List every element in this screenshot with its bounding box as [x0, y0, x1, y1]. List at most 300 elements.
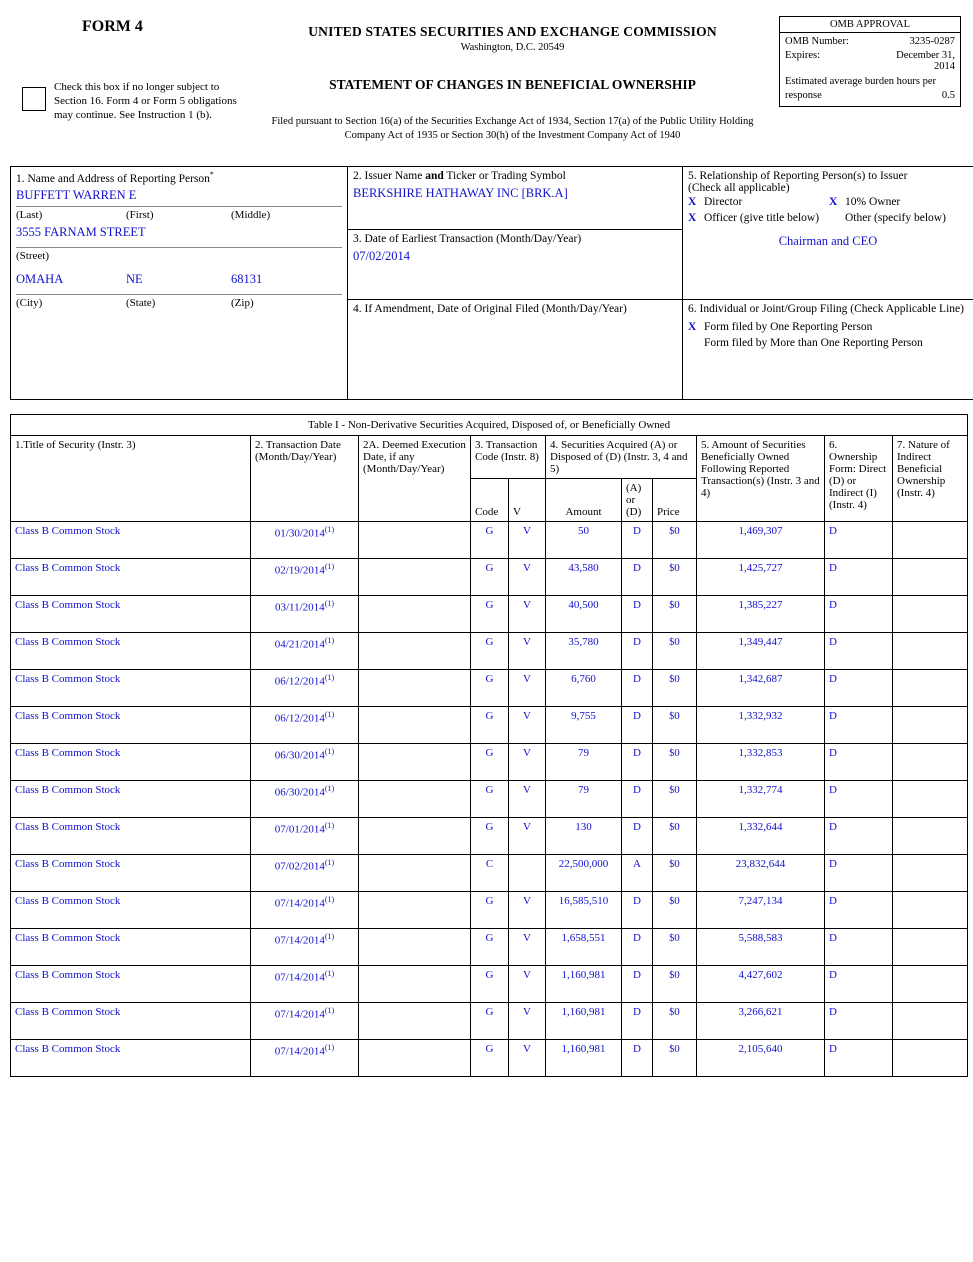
cell-security-title-value: Class B Common Stock	[15, 747, 121, 759]
reporting-person-state: NE	[126, 271, 143, 286]
cell-v-flag	[509, 855, 546, 892]
box4-amendment-date	[348, 300, 683, 400]
cell-transaction-code	[471, 633, 509, 670]
cell-ownership-form	[825, 707, 893, 744]
omb-expires-value: December 31, 2014	[896, 50, 955, 72]
cell-nature-indirect	[893, 596, 968, 633]
cell-acquired-disposed-value: D	[633, 710, 641, 722]
cell-v-flag	[509, 892, 546, 929]
cell-acquired-disposed	[622, 781, 653, 818]
cell-v-flag	[509, 522, 546, 559]
footnote-marker[interactable]: (1)	[324, 895, 335, 904]
section16-checkbox[interactable]	[22, 87, 46, 111]
cell-amount-value: 1,160,981	[561, 1006, 606, 1018]
cell-security-title-value: Class B Common Stock	[15, 858, 121, 870]
dollar-sign: $	[669, 748, 675, 759]
cell-amount-value: 16,585,510	[558, 895, 609, 907]
filing-type-options	[688, 319, 968, 351]
cell-v-flag-value: V	[523, 636, 531, 648]
cell-acquired-disposed	[622, 522, 653, 559]
cell-amount-value: 79	[578, 784, 589, 796]
form-header	[10, 6, 963, 166]
label-last: (Last)	[16, 208, 43, 221]
cell-acquired-disposed-value: D	[633, 562, 641, 574]
cell-security-title	[11, 670, 251, 707]
cell-transaction-code-value: G	[485, 821, 494, 833]
table-row	[11, 670, 968, 707]
cell-nature-indirect	[893, 966, 968, 1003]
cell-transaction-code	[471, 966, 509, 1003]
cell-ownership-form	[825, 744, 893, 781]
cell-ownership-form	[825, 1003, 893, 1040]
table-row	[11, 707, 968, 744]
footnote-marker[interactable]: (1)	[324, 636, 335, 645]
cell-acquired-disposed-value: D	[633, 895, 641, 907]
box3-heading: 3. Date of Earliest Transaction (Month/Day/Year)	[353, 233, 582, 245]
cell-transaction-date	[251, 522, 359, 559]
cell-transaction-code-value: G	[485, 562, 494, 574]
cell-price-value: 0	[674, 636, 680, 648]
cell-transaction-date	[251, 892, 359, 929]
cell-ownership-form-value: D	[829, 1043, 837, 1055]
omb-number-row	[785, 36, 955, 47]
cell-price	[653, 966, 697, 1003]
cell-transaction-date-value: 07/14/2014	[274, 1045, 325, 1058]
cell-security-title-value: Class B Common Stock	[15, 895, 121, 907]
cell-acquired-disposed	[622, 744, 653, 781]
cell-transaction-date	[251, 1040, 359, 1077]
cell-price-value: 0	[674, 1006, 680, 1018]
cell-amount-owned	[697, 670, 825, 707]
cell-v-flag-value: V	[523, 710, 531, 722]
omb-approval-box	[779, 16, 961, 107]
dollar-sign: $	[669, 970, 675, 981]
table1-body	[11, 522, 968, 1077]
box5-relationship	[683, 167, 973, 300]
cell-v-flag	[509, 818, 546, 855]
omb-burden-block	[785, 75, 955, 102]
cell-transaction-code-value: G	[485, 710, 494, 722]
cell-ownership-form-value: D	[829, 969, 837, 981]
cell-deemed-date	[359, 855, 471, 892]
street-label-row	[16, 250, 342, 262]
col-subheader-price: Price	[653, 479, 697, 522]
cell-acquired-disposed	[622, 596, 653, 633]
label-street: (Street)	[16, 249, 49, 262]
omb-expires-row	[785, 50, 955, 72]
cell-amount-value: 22,500,000	[558, 858, 609, 870]
footnote-marker[interactable]: (1)	[324, 858, 335, 867]
cell-transaction-date	[251, 596, 359, 633]
cell-security-title-value: Class B Common Stock	[15, 1043, 121, 1055]
label-middle: (Middle)	[231, 208, 271, 221]
omb-burden-value: 0.5	[941, 89, 955, 101]
cell-transaction-date	[251, 744, 359, 781]
cell-transaction-code-value: G	[485, 784, 494, 796]
box1-name-address	[11, 167, 348, 400]
cell-v-flag	[509, 670, 546, 707]
cell-price-value: 0	[674, 710, 680, 722]
cell-deemed-date	[359, 929, 471, 966]
cell-transaction-date-value: 06/30/2014	[274, 786, 325, 799]
cell-price-value: 0	[674, 858, 680, 870]
cell-price	[653, 744, 697, 781]
cell-v-flag	[509, 596, 546, 633]
table-row	[11, 892, 968, 929]
cell-ownership-form	[825, 818, 893, 855]
footnote-marker[interactable]: (1)	[324, 710, 335, 719]
cell-transaction-code-value: G	[485, 636, 494, 648]
cell-amount-owned-value: 5,588,583	[738, 932, 783, 944]
section16-checkbox-label: Check this box if no longer subject to Section 16. Form 4 or Form 5 obligations may continue. See Instruction 1 (b).	[54, 81, 237, 121]
label-first: (First)	[126, 208, 154, 221]
cell-transaction-code-value: G	[485, 747, 494, 759]
footnote-marker[interactable]: (1)	[324, 969, 335, 978]
agency-name: UNITED STATES SECURITIES AND EXCHANGE COMMISSION	[308, 24, 717, 39]
footnote-marker[interactable]: (1)	[324, 599, 335, 608]
col-header-nature-indirect-ownership: 7. Nature of Indirect Beneficial Ownership (Instr. 4)	[893, 436, 968, 522]
col-header-deemed-execution-date: 2A. Deemed Execution Date, if any (Month/Day/Year)	[359, 436, 471, 522]
dollar-sign: $	[669, 637, 675, 648]
footnote-marker[interactable]: (1)	[324, 932, 335, 941]
cell-amount-owned-value: 1,425,727	[738, 562, 783, 574]
cell-security-title	[11, 966, 251, 1003]
cell-security-title-value: Class B Common Stock	[15, 562, 121, 574]
cell-amount-owned	[697, 596, 825, 633]
cell-ownership-form-value: D	[829, 858, 837, 870]
cell-amount-owned-value: 23,832,644	[735, 858, 786, 870]
cell-acquired-disposed-value: D	[633, 636, 641, 648]
cell-transaction-date	[251, 781, 359, 818]
cell-v-flag	[509, 633, 546, 670]
cell-transaction-date	[251, 1003, 359, 1040]
officer-title-value: Chairman and CEO	[778, 234, 878, 248]
reporting-person-zip: 68131	[231, 271, 263, 286]
cell-ownership-form-value: D	[829, 599, 837, 611]
cell-amount-owned-value: 4,427,602	[738, 969, 783, 981]
cell-transaction-code	[471, 744, 509, 781]
dollar-sign: $	[669, 563, 675, 574]
cell-security-title	[11, 1040, 251, 1077]
cell-amount-value: 6,760	[571, 673, 596, 685]
cell-transaction-code	[471, 522, 509, 559]
cell-ownership-form-value: D	[829, 525, 837, 537]
footnote-marker[interactable]: (1)	[324, 784, 335, 793]
cell-ownership-form	[825, 559, 893, 596]
cell-transaction-code-value: G	[485, 1043, 494, 1055]
dollar-sign: $	[669, 526, 675, 537]
cell-acquired-disposed	[622, 929, 653, 966]
dollar-sign: $	[669, 674, 675, 685]
cell-amount-owned	[697, 966, 825, 1003]
cell-price-value: 0	[674, 747, 680, 759]
cell-nature-indirect	[893, 781, 968, 818]
one-reporting-person-checkmark[interactable]: X	[688, 321, 697, 333]
box1-heading-text: 1. Name and Address of Reporting Person	[16, 172, 210, 185]
filing-type-row	[688, 319, 968, 335]
director-checkmark[interactable]: X	[688, 196, 697, 208]
cell-transaction-code-value: G	[485, 1006, 494, 1018]
cell-acquired-disposed	[622, 855, 653, 892]
footnote-marker[interactable]: (1)	[324, 1043, 335, 1052]
cell-security-title	[11, 596, 251, 633]
cell-acquired-disposed-value: D	[633, 821, 641, 833]
section16-checkbox-note	[22, 81, 237, 122]
footnote-marker[interactable]: (1)	[324, 747, 335, 756]
cell-deemed-date	[359, 522, 471, 559]
cell-acquired-disposed-value: D	[633, 1043, 641, 1055]
table-row	[11, 633, 968, 670]
cell-amount-owned-value: 1,342,687	[738, 673, 783, 685]
relationship-row	[688, 210, 968, 226]
cell-acquired-disposed	[622, 670, 653, 707]
cell-deemed-date	[359, 1003, 471, 1040]
cell-acquired-disposed-value: D	[633, 747, 641, 759]
cell-ownership-form	[825, 1040, 893, 1077]
cell-amount-owned-value: 1,469,307	[738, 525, 783, 537]
cell-amount-owned-value: 2,105,640	[738, 1043, 783, 1055]
cell-ownership-form-value: D	[829, 636, 837, 648]
box6-filing-type	[683, 300, 973, 400]
cell-price-value: 0	[674, 784, 680, 796]
document-title: STATEMENT OF CHANGES IN BENEFICIAL OWNERSHIP	[329, 77, 696, 92]
omb-number-value: 3235-0287	[909, 36, 955, 47]
relationship-options	[688, 194, 968, 226]
cell-v-flag	[509, 966, 546, 1003]
cell-amount-owned	[697, 559, 825, 596]
cell-amount	[546, 1003, 622, 1040]
cell-acquired-disposed	[622, 818, 653, 855]
dollar-sign: $	[669, 933, 675, 944]
cell-acquired-disposed	[622, 892, 653, 929]
cell-amount-owned-value: 7,247,134	[738, 895, 783, 907]
footnote-marker[interactable]: (1)	[324, 1006, 335, 1015]
cell-security-title-value: Class B Common Stock	[15, 710, 121, 722]
cell-amount-owned	[697, 744, 825, 781]
cell-amount-value: 50	[578, 525, 589, 537]
cell-ownership-form	[825, 596, 893, 633]
cell-transaction-date	[251, 855, 359, 892]
cell-transaction-code-value: G	[485, 932, 494, 944]
cell-ownership-form-value: D	[829, 932, 837, 944]
label-zip: (Zip)	[231, 296, 254, 309]
agency-heading	[240, 24, 785, 143]
cell-price	[653, 596, 697, 633]
filed-pursuant-text: Filed pursuant to Section 16(a) of the Securities Exchange Act of 1934, Section 17(a) of the Public Utility Holding Company Act of 1935 or Section 30(h) of the Investment Company Act of 1940	[271, 116, 754, 142]
cell-deemed-date	[359, 670, 471, 707]
omb-burden-label: Estimated average burden hours per response	[785, 76, 937, 101]
cell-security-title	[11, 781, 251, 818]
cell-amount	[546, 781, 622, 818]
cell-deemed-date	[359, 966, 471, 1003]
cell-v-flag	[509, 1003, 546, 1040]
cell-transaction-date	[251, 929, 359, 966]
footnote-marker[interactable]: (1)	[324, 821, 335, 830]
cell-deemed-date	[359, 1040, 471, 1077]
cell-price-value: 0	[674, 932, 680, 944]
cell-v-flag-value: V	[523, 673, 531, 685]
box5-heading: 5. Relationship of Reporting Person(s) to Issuer	[688, 170, 908, 182]
cell-price-value: 0	[674, 525, 680, 537]
cell-security-title-value: Class B Common Stock	[15, 525, 121, 537]
cell-nature-indirect	[893, 892, 968, 929]
cell-transaction-code-value: G	[485, 599, 494, 611]
cell-deemed-date	[359, 818, 471, 855]
cell-nature-indirect	[893, 1040, 968, 1077]
cell-security-title	[11, 522, 251, 559]
cell-price	[653, 559, 697, 596]
cell-security-title	[11, 707, 251, 744]
table1-wrapper	[10, 414, 963, 1077]
cell-amount	[546, 855, 622, 892]
omb-approval-title: OMB APPROVAL	[780, 17, 960, 33]
dollar-sign: $	[669, 859, 675, 870]
cell-amount	[546, 559, 622, 596]
cell-security-title	[11, 1003, 251, 1040]
cell-transaction-code	[471, 707, 509, 744]
col-header-securities-acquired-disposed: 4. Securities Acquired (A) or Disposed of (D) (Instr. 3, 4 and 5)	[546, 436, 697, 479]
cell-amount-value: 1,658,551	[561, 932, 606, 944]
cell-security-title	[11, 633, 251, 670]
cell-transaction-date-value: 06/30/2014	[274, 749, 325, 762]
cell-acquired-disposed-value: D	[633, 599, 641, 611]
col-subheader-acquired-disposed: (A) or (D)	[622, 479, 653, 522]
cell-transaction-date	[251, 670, 359, 707]
other-checkmark[interactable]	[829, 212, 835, 224]
reporting-person-table	[10, 166, 973, 400]
cell-ownership-form	[825, 855, 893, 892]
cell-price-value: 0	[674, 562, 680, 574]
footnote-marker[interactable]: (1)	[324, 525, 335, 534]
cell-amount	[546, 929, 622, 966]
cell-amount	[546, 818, 622, 855]
cell-v-flag	[509, 744, 546, 781]
cell-amount-value: 9,755	[571, 710, 596, 722]
cell-amount-value: 130	[575, 821, 592, 833]
cell-amount-value: 35,780	[568, 636, 599, 648]
cell-price-value: 0	[674, 969, 680, 981]
cell-amount-owned	[697, 633, 825, 670]
cell-price	[653, 522, 697, 559]
cell-security-title	[11, 744, 251, 781]
cell-deemed-date	[359, 633, 471, 670]
cell-nature-indirect	[893, 744, 968, 781]
ten-percent-owner-checkmark[interactable]: X	[829, 196, 838, 208]
cell-v-flag-value: V	[523, 525, 531, 537]
cell-deemed-date	[359, 892, 471, 929]
cell-transaction-date-value: 07/14/2014	[274, 934, 325, 947]
cell-amount-owned	[697, 522, 825, 559]
cell-transaction-date-value: 03/11/2014	[274, 601, 325, 614]
cell-price	[653, 633, 697, 670]
col-subheader-code: Code	[471, 479, 509, 522]
footnote-marker[interactable]: (1)	[324, 673, 335, 682]
cell-deemed-date	[359, 707, 471, 744]
cell-v-flag	[509, 559, 546, 596]
cell-ownership-form-value: D	[829, 747, 837, 759]
table-row	[11, 855, 968, 892]
col-header-transaction-code: 3. Transaction Code (Instr. 8)	[471, 436, 546, 479]
cell-transaction-code-value: G	[485, 525, 494, 537]
cell-nature-indirect	[893, 522, 968, 559]
cell-deemed-date	[359, 596, 471, 633]
cell-security-title	[11, 559, 251, 596]
table1-title: Table I - Non-Derivative Securities Acquired, Disposed of, or Beneficially Owned	[11, 415, 968, 436]
cell-transaction-date-value: 02/19/2014	[274, 564, 325, 577]
cell-v-flag-value: V	[523, 932, 531, 944]
cell-security-title	[11, 929, 251, 966]
cell-price-value: 0	[674, 599, 680, 611]
col-header-ownership-form: 6. Ownership Form: Direct (D) or Indirect (I) (Instr. 4)	[825, 436, 893, 522]
cell-amount	[546, 596, 622, 633]
cell-ownership-form	[825, 929, 893, 966]
reporting-person-csz	[16, 272, 342, 287]
cell-price	[653, 892, 697, 929]
cell-acquired-disposed-value: D	[633, 784, 641, 796]
table-row	[11, 1040, 968, 1077]
cell-security-title-value: Class B Common Stock	[15, 821, 121, 833]
box2-heading-post: Ticker or Trading Symbol	[443, 170, 566, 182]
box5-subheading: (Check all applicable)	[688, 182, 790, 194]
cell-amount-value: 43,580	[568, 562, 599, 574]
name-rule	[16, 205, 342, 207]
cell-v-flag	[509, 707, 546, 744]
reporting-person-name: BUFFETT WARREN E	[16, 187, 137, 202]
cell-amount	[546, 522, 622, 559]
col-header-transaction-date: 2. Transaction Date (Month/Day/Year)	[251, 436, 359, 522]
cell-v-flag	[509, 1040, 546, 1077]
cell-price-value: 0	[674, 821, 680, 833]
cell-security-title	[11, 855, 251, 892]
cell-acquired-disposed-value: D	[633, 673, 641, 685]
cell-deemed-date	[359, 744, 471, 781]
cell-v-flag-value: V	[523, 969, 531, 981]
csz-rule	[16, 293, 342, 295]
cell-acquired-disposed	[622, 633, 653, 670]
cell-amount-owned	[697, 707, 825, 744]
cell-nature-indirect	[893, 707, 968, 744]
cell-nature-indirect	[893, 855, 968, 892]
form-title: FORM 4	[82, 18, 143, 35]
col-subheader-v: V	[509, 479, 546, 522]
cell-transaction-date	[251, 966, 359, 1003]
cell-transaction-date-value: 06/12/2014	[274, 675, 325, 688]
cell-v-flag-value: V	[523, 895, 531, 907]
dollar-sign: $	[669, 1044, 675, 1055]
table1-non-derivative	[10, 414, 968, 1077]
footnote-marker[interactable]: (1)	[324, 562, 335, 571]
one-reporting-person-label: Form filed by One Reporting Person	[704, 321, 873, 333]
cell-amount	[546, 633, 622, 670]
box2-heading-bold: and	[425, 170, 444, 182]
cell-acquired-disposed	[622, 707, 653, 744]
cell-v-flag-value: V	[523, 784, 531, 796]
cell-amount	[546, 892, 622, 929]
cell-price	[653, 781, 697, 818]
multiple-reporting-persons-label: Form filed by More than One Reporting Person	[704, 337, 923, 349]
cell-amount-value: 79	[578, 747, 589, 759]
cell-transaction-code	[471, 892, 509, 929]
form4-page	[5, 0, 968, 1077]
multiple-reporting-persons-checkmark[interactable]	[688, 337, 694, 349]
officer-checkmark[interactable]: X	[688, 212, 697, 224]
col-subheader-amount: Amount	[546, 479, 622, 522]
cell-ownership-form	[825, 966, 893, 1003]
cell-ownership-form	[825, 633, 893, 670]
cell-amount-owned	[697, 1003, 825, 1040]
box1-heading-mark: *	[209, 170, 214, 179]
cell-amount-value: 1,160,981	[561, 969, 606, 981]
